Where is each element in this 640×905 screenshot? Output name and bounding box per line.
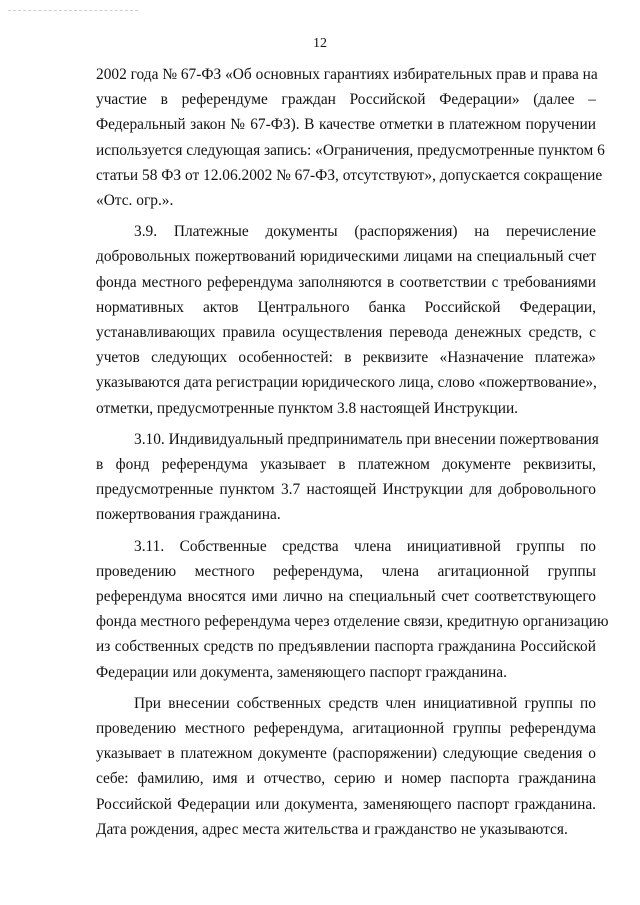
- paragraph-line: используется следующая запись: «Ограничения, предусмотренные пунктом 6: [96, 141, 605, 159]
- paragraph-line: референдума вносятся ими лично на специальный счет соответствующего: [96, 588, 596, 606]
- paragraph-line: себе: фамилию, имя и отчество, серию и номер паспорта гражданина: [96, 770, 596, 788]
- paragraph-line: отметки, предусмотренные пунктом 3.8 настоящей Инструкции.: [96, 399, 519, 417]
- paragraph-line: нормативных актов Центрального банка Российской Федерации,: [96, 298, 596, 316]
- paragraph-line: фонда местного референдума через отделение связи, кредитную организацию: [96, 613, 609, 631]
- paragraph-line: Дата рождения, адрес места жительства и гражданство не указываются.: [96, 820, 568, 838]
- paragraph-line: проведению местного референдума, агитационной группы референдума: [96, 720, 596, 738]
- paragraph-first-line: При внесении собственных средств член инициативной группы по: [134, 694, 596, 712]
- paragraph-first-line: 3.11. Собственные средства члена инициативной группы по: [134, 537, 596, 555]
- paragraph-line: Российской Федерации или документа, заменяющего паспорт гражданина.: [96, 795, 596, 813]
- paragraph-line: проведению местного референдума, члена агитационной группы: [96, 562, 596, 580]
- paragraph-line: фонда местного референдума заполняются в соответствии с требованиями: [96, 273, 596, 291]
- document-body: [96, 62, 609, 842]
- paragraph-line: учетов следующих особенностей: в реквизите «Назначение платежа»: [96, 349, 596, 367]
- paragraph-line: указывает в платежном документе (распоряжении) следующие сведения о: [96, 745, 596, 763]
- paragraph-first-line: 3.10. Индивидуальный предприниматель при внесении пожертвования: [134, 430, 599, 448]
- paragraph-line: из собственных средств по предъявлении паспорта гражданина Российской: [96, 638, 596, 656]
- paragraph-line: 2002 года № 67-ФЗ «Об основных гарантиях избирательных прав и права на: [96, 66, 598, 83]
- scan-artifact: [8, 10, 138, 12]
- paragraph-line: «Отс. огр.».: [96, 192, 174, 210]
- paragraph-line: указываются дата регистрации юридического лица, слово «пожертвование»,: [96, 374, 597, 392]
- paragraph-first-line: 3.9. Платежные документы (распоряжения) на перечисление: [134, 223, 596, 241]
- paragraph-line: статьи 58 ФЗ от 12.06.2002 № 67-ФЗ, отсутствуют», допускается сокращение: [96, 166, 603, 184]
- paragraph-line: предусмотренные пунктом 3.7 настоящей Инструкции для добровольного: [96, 481, 596, 499]
- paragraph-line: Федеральный закон № 67-ФЗ). В качестве отметки в платежном поручении: [96, 116, 596, 134]
- page-number: 12: [313, 36, 327, 51]
- paragraph-line: устанавливающих правила осуществления перевода денежных средств, с: [96, 324, 596, 342]
- paragraph-line: пожертвования гражданина.: [96, 506, 281, 524]
- paragraph-line: участие в референдуме граждан Российской Федерации» (далее –: [96, 91, 596, 109]
- paragraph-line: Федерации или документа, заменяющего паспорт гражданина.: [96, 663, 507, 681]
- paragraph-line: добровольных пожертвований юридическими лицами на специальный счет: [96, 248, 596, 266]
- paragraph-line: в фонд референдума указывает в платежном документе реквизиты,: [96, 456, 596, 474]
